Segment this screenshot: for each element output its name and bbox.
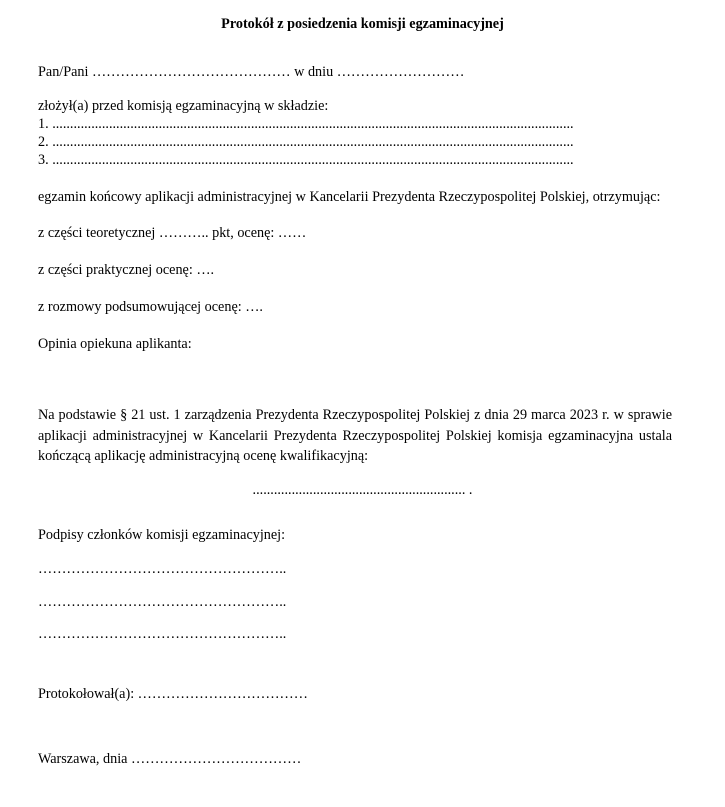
exam-statement: egzamin końcowy aplikacji administracyjnej w Kancelarii Prezydenta Rzeczypospolitej Polskiej, otrzymując: bbox=[38, 189, 661, 205]
place-date-line: Warszawa, dnia ……………………………… bbox=[38, 751, 302, 767]
mentor-opinion-label: Opinia opiekuna aplikanta: bbox=[38, 336, 192, 352]
signature-line-1: …………………………………………….. bbox=[38, 561, 287, 577]
theory-result-line: z części teoretycznej ……….. pkt, ocenę: …… bbox=[38, 225, 307, 241]
practical-result-line: z części praktycznej ocenę: …. bbox=[38, 262, 215, 278]
signature-line-3: …………………………………………….. bbox=[38, 626, 287, 642]
committee-member-3: 3. ................................................................................................................................................... bbox=[38, 152, 574, 168]
qualification-grade-line: ............................................................ . bbox=[252, 482, 473, 498]
candidate-name-date-line: Pan/Pani …………………………………… w dniu ……………………… bbox=[38, 64, 465, 80]
document-title: Protokół z posiedzenia komisji egzaminacyjnej bbox=[221, 16, 504, 32]
signature-line-2: …………………………………………….. bbox=[38, 594, 287, 610]
committee-member-2: 2. ................................................................................................................................................... bbox=[38, 134, 574, 150]
committee-member-1: 1. ................................................................................................................................................... bbox=[38, 116, 574, 132]
committee-intro: złożył(a) przed komisją egzaminacyjną w składzie: bbox=[38, 98, 329, 114]
signatures-label: Podpisy członków komisji egzaminacyjnej: bbox=[38, 527, 286, 543]
recorded-by-line: Protokołował(a): ……………………………… bbox=[38, 686, 308, 702]
interview-result-line: z rozmowy podsumowującej ocenę: …. bbox=[38, 299, 263, 315]
legal-basis-paragraph: Na podstawie § 21 ust. 1 zarządzenia Prezydenta Rzeczypospolitej Polskiej z dnia 29 marca 2023 r. w sprawie aplikacji administracyjnej w Kancelarii Prezydenta Rzeczypospolitej Polskiej komisja egzaminacyjna ustala kończącą aplikację administracyjną ocenę kwalifikacyjną: bbox=[38, 407, 672, 464]
